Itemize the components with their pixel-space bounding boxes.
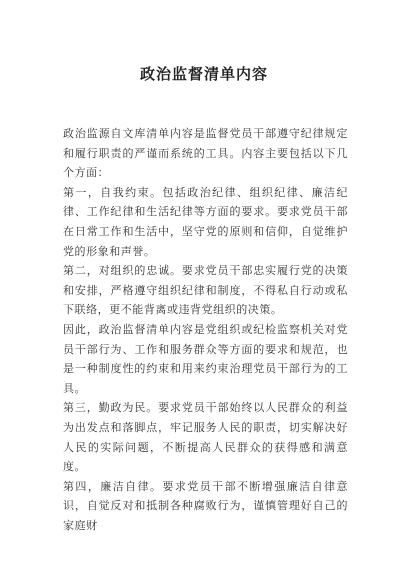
point-three-paragraph: 第三，勤政为民。要求党员干部始终以人民群众的利益为出发点和落脚点，牢记服务人民的职责，切实解决好人民的实际问题，不断提高人民群众的获得感和满意度。: [63, 401, 348, 474]
point-one-paragraph: 第一，自我约束。包括政治纪律、组织纪律、廉洁纪律、工作纪律和生活纪律等方面的要求。要求党员干部在日常工作和生活中，坚守党的原则和信仰，自觉维护党的形象和声誉。: [63, 185, 348, 258]
point-two-paragraph: 第二，对组织的忠诚。要求党员干部忠实履行党的决策和安排，严格遵守组织纪律和制度，不得私自行动或私下联络，更不能背离或违背党组织的决策。: [63, 264, 348, 317]
conclusion-paragraph: 因此，政治监督清单内容是党组织或纪检监察机关对党员干部行为、工作和服务群众等方面的要求和规范，也是一种制度性的约束和用来约束治理党员干部行为的工具。: [63, 322, 348, 395]
intro-paragraph: 政治监源自文库清单内容是监督党员干部遵守纪律规定和履行职责的严谨而系统的工具。内容主要包括以下几个方面：: [63, 127, 348, 180]
point-four-paragraph: 第四，廉洁自律。要求党员干部不断增强廉洁自律意识，自觉反对和抵制各种腐败行为，谨慎管理好自己的家庭财: [63, 479, 348, 532]
document-title: 政治监督清单内容: [139, 65, 268, 83]
document-body: [63, 124, 348, 535]
